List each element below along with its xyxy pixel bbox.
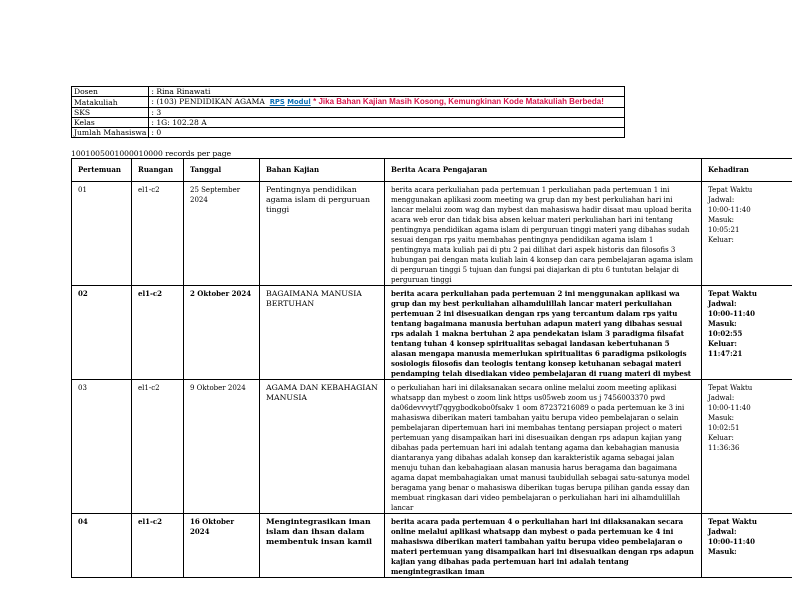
kehadiran-line: 10:00-11:40 bbox=[708, 404, 751, 412]
table-row bbox=[72, 380, 792, 514]
cell-kehadiran bbox=[702, 380, 792, 514]
info-row-jumlah bbox=[72, 128, 625, 138]
kelas-label: Kelas bbox=[72, 118, 149, 128]
jumlah-label: Jumlah Mahasiswa bbox=[72, 128, 149, 138]
cell-tanggal: 16 Oktober 2024 bbox=[184, 514, 260, 578]
header-kehadiran[interactable]: Kehadiran bbox=[702, 159, 792, 182]
dosen-value: : Rina Rinawati bbox=[149, 87, 625, 97]
cell-ruangan: el1-c2 bbox=[132, 286, 184, 380]
cell-kehadiran bbox=[702, 182, 792, 286]
kehadiran-line: Masuk: bbox=[708, 216, 735, 224]
table-row bbox=[72, 182, 792, 286]
dosen-label: Dosen bbox=[72, 87, 149, 97]
kehadiran-status: Tepat Waktu bbox=[708, 384, 753, 392]
cell-bahan-kajian: Pentingnya pendidikan agama islam di perguruan tinggi bbox=[260, 182, 385, 286]
kehadiran-line: 10:00-11:40 bbox=[708, 206, 751, 214]
kehadiran-status: Tepat Waktu bbox=[708, 517, 757, 526]
sks-label: SKS bbox=[72, 108, 149, 118]
kehadiran-line: 10:05:21 bbox=[708, 226, 740, 234]
kehadiran-line: Jadwal: bbox=[708, 527, 737, 536]
cell-pertemuan: 03 bbox=[72, 380, 132, 514]
info-row-matakuliah bbox=[72, 97, 625, 108]
cell-tanggal: 2 Oktober 2024 bbox=[184, 286, 260, 380]
course-info-table bbox=[71, 86, 625, 138]
cell-tanggal: 9 Oktober 2024 bbox=[184, 380, 260, 514]
info-row-sks bbox=[72, 108, 625, 118]
kehadiran-line: Jadwal: bbox=[708, 394, 735, 402]
kehadiran-line: Keluar: bbox=[708, 434, 734, 442]
cell-bahan-kajian: BAGAIMANA MANUSIA BERTUHAN bbox=[260, 286, 385, 380]
matakuliah-value: : (103) PENDIDIKAN AGAMA bbox=[151, 97, 265, 106]
cell-bahan-kajian: Mengintegrasikan iman islam dan ihsan dalam membentuk insan kamil bbox=[260, 514, 385, 578]
cell-pertemuan: 04 bbox=[72, 514, 132, 578]
kehadiran-line: Masuk: bbox=[708, 414, 735, 422]
cell-kehadiran bbox=[702, 514, 792, 578]
kehadiran-line: Keluar: bbox=[708, 236, 734, 244]
cell-berita-acara: berita acara perkuliahan pada pertemuan 1 perkuliahan pada pertemuan 1 ini menggunakan aplikasi zoom meeting wa grup dan my best perkuliahan hari ini lancar melalui zoom wag dan mybest dan mahasiswa hadir disaat mau upload berita acara web eror dan tidak bisa absen keluar materi perkuliahan hari ini tentang pentingnya pendidikan agama islam di perguruan tinggi materi yang dibahas sudah sesuai dengan rps yaitu membahas pentingnya pendidikan agama islam 1 pentingnya mata kuliah pai di ptu 2 pai dilihat dari aspek historis dan filosofis 3 hubungan pai dengan mata kuliah lain 4 konsep dan cara pembelajaran agama islam di perguruan tinggi 5 tujuan dan fungsi pai diajarkan di ptu 6 tuntutan belajar di perguruan tinggi bbox=[385, 182, 702, 286]
kehadiran-line: Masuk: bbox=[708, 319, 737, 328]
kehadiran-status: Tepat Waktu bbox=[708, 186, 753, 194]
kehadiran-line: Keluar: bbox=[708, 339, 737, 348]
rps-link[interactable]: RPS bbox=[269, 98, 285, 106]
cell-ruangan: el1-c2 bbox=[132, 182, 184, 286]
kehadiran-line: Jadwal: bbox=[708, 299, 737, 308]
table-row bbox=[72, 514, 792, 578]
header-tanggal[interactable]: Tanggal bbox=[184, 159, 260, 182]
kehadiran-status: Tepat Waktu bbox=[708, 289, 757, 298]
kehadiran-line: Jadwal: bbox=[708, 196, 735, 204]
header-ruangan[interactable]: Ruangan bbox=[132, 159, 184, 182]
records-per-page-selector[interactable]: 1001005001000010000 records per page bbox=[71, 149, 232, 158]
kehadiran-line: 11:47:21 bbox=[708, 349, 743, 358]
kelas-value: : 1G: 102.28 A bbox=[149, 118, 625, 128]
kehadiran-line: Masuk: bbox=[708, 547, 737, 556]
cell-kehadiran bbox=[702, 286, 792, 380]
attendance-table bbox=[71, 158, 792, 578]
matakuliah-label: Matakuliah bbox=[72, 97, 149, 108]
jumlah-value: : 0 bbox=[149, 128, 625, 138]
cell-berita-acara: berita acara pada pertemuan 4 o perkuliahan hari ini dilaksanakan secara online melalui aplikasi whatsapp dan mybest o pada pertemuan ke 4 ini mahasiswa diberikan materi tambahan yaitu berupa video pembelajaran o materi pertemuan yang disampaikan hari ini disesuaikan dengan rps adapun kajian yang dibahas pada pertemuan hari ini adalah tentang mengintegrasikan iman bbox=[385, 514, 702, 578]
header-pertemuan[interactable]: Pertemuan bbox=[72, 159, 132, 182]
matakuliah-note: * Jika Bahan Kajian Masih Kosong, Kemungkinan Kode Matakuliah Berbeda! bbox=[313, 97, 604, 106]
info-row-dosen bbox=[72, 87, 625, 97]
sks-value: : 3 bbox=[149, 108, 625, 118]
table-row bbox=[72, 286, 792, 380]
header-bahan-kajian[interactable]: Bahan Kajian bbox=[260, 159, 385, 182]
cell-ruangan: el1-c2 bbox=[132, 514, 184, 578]
cell-berita-acara: berita acara perkuliahan pada pertemuan 2 ini menggunakan aplikasi wa grup dan my best perkuliahan alhamdulillah lancar materi perkuliahan pertemuan 2 ini disesuaikan dengan rps yang tercantum dalam rps yaitu tentang bagaimana manusia bertuhan adapun materi yang dibahas sesuai rps adalah 1 makna bertuhan 2 apa pendekatan islam 3 paradigma filsafat tentang tuhan 4 konsep spiritualitas sebagai landasan kebertuhanan 5 alasan mengapa manusia memerlukan spiritualitas 6 paradigma psikologis sosiologis filosofis dan teologis tentang konsep ketuhanan sebagai materi pendamping telah disediakan video pembelajaran di ruang materi di mybest bbox=[385, 286, 702, 380]
cell-ruangan: el1-c2 bbox=[132, 380, 184, 514]
kehadiran-line: 10:00-11:40 bbox=[708, 309, 756, 318]
kehadiran-line: 10:02:51 bbox=[708, 424, 740, 432]
cell-tanggal: 25 September 2024 bbox=[184, 182, 260, 286]
cell-pertemuan: 01 bbox=[72, 182, 132, 286]
info-row-kelas bbox=[72, 118, 625, 128]
kehadiran-line: 10:00-11:40 bbox=[708, 537, 756, 546]
kehadiran-line: 10:02:55 bbox=[708, 329, 743, 338]
cell-pertemuan: 02 bbox=[72, 286, 132, 380]
cell-bahan-kajian: AGAMA DAN KEBAHAGIAN MANUSIA bbox=[260, 380, 385, 514]
table-header-row bbox=[72, 159, 792, 182]
kehadiran-line: 11:36:36 bbox=[708, 444, 740, 452]
modul-link[interactable]: Modul bbox=[287, 98, 311, 106]
matakuliah-cell bbox=[149, 97, 625, 108]
cell-berita-acara: o perkuliahan hari ini dilaksanakan secara online melalui zoom meeting aplikasi whatsapp dan mybest o zoom link https us05web zoom us j 7456003370 pwd da06devvvytf7qgygbodkobo0fsakv 1 oom 87237216089 o pada pertemuan ke 3 ini mahasiswa diberikan materi tambahan yaitu berupa video pembelajaran o selain pembelajaran dipertemuan hari ini membahas tentang persiapan project o materi pertemuan yang disampaikan hari ini disesuaikan dengan rps adapun kajian yang dibahas pada pertemuan hari ini adalah tentang agama dan kebahagian manusia diantaranya yang dibahas adalah konsep dan karakteristik agama sebagai jalan menuju tuhan dan kebahagiaan alasan manusia harus beragama dan bagaimana agama dapat membahagiakan umat manusi taubidullah sebagai satu-satunya model beragama yang benar o mahasiswa diberikan tugas berupa pilihan ganda essay dan membuat ringkasan dari video pembelajaran o perkuliahan hari ini alhamdulillah lancar bbox=[385, 380, 702, 514]
header-berita-acara[interactable]: Berita Acara Pengajaran bbox=[385, 159, 702, 182]
